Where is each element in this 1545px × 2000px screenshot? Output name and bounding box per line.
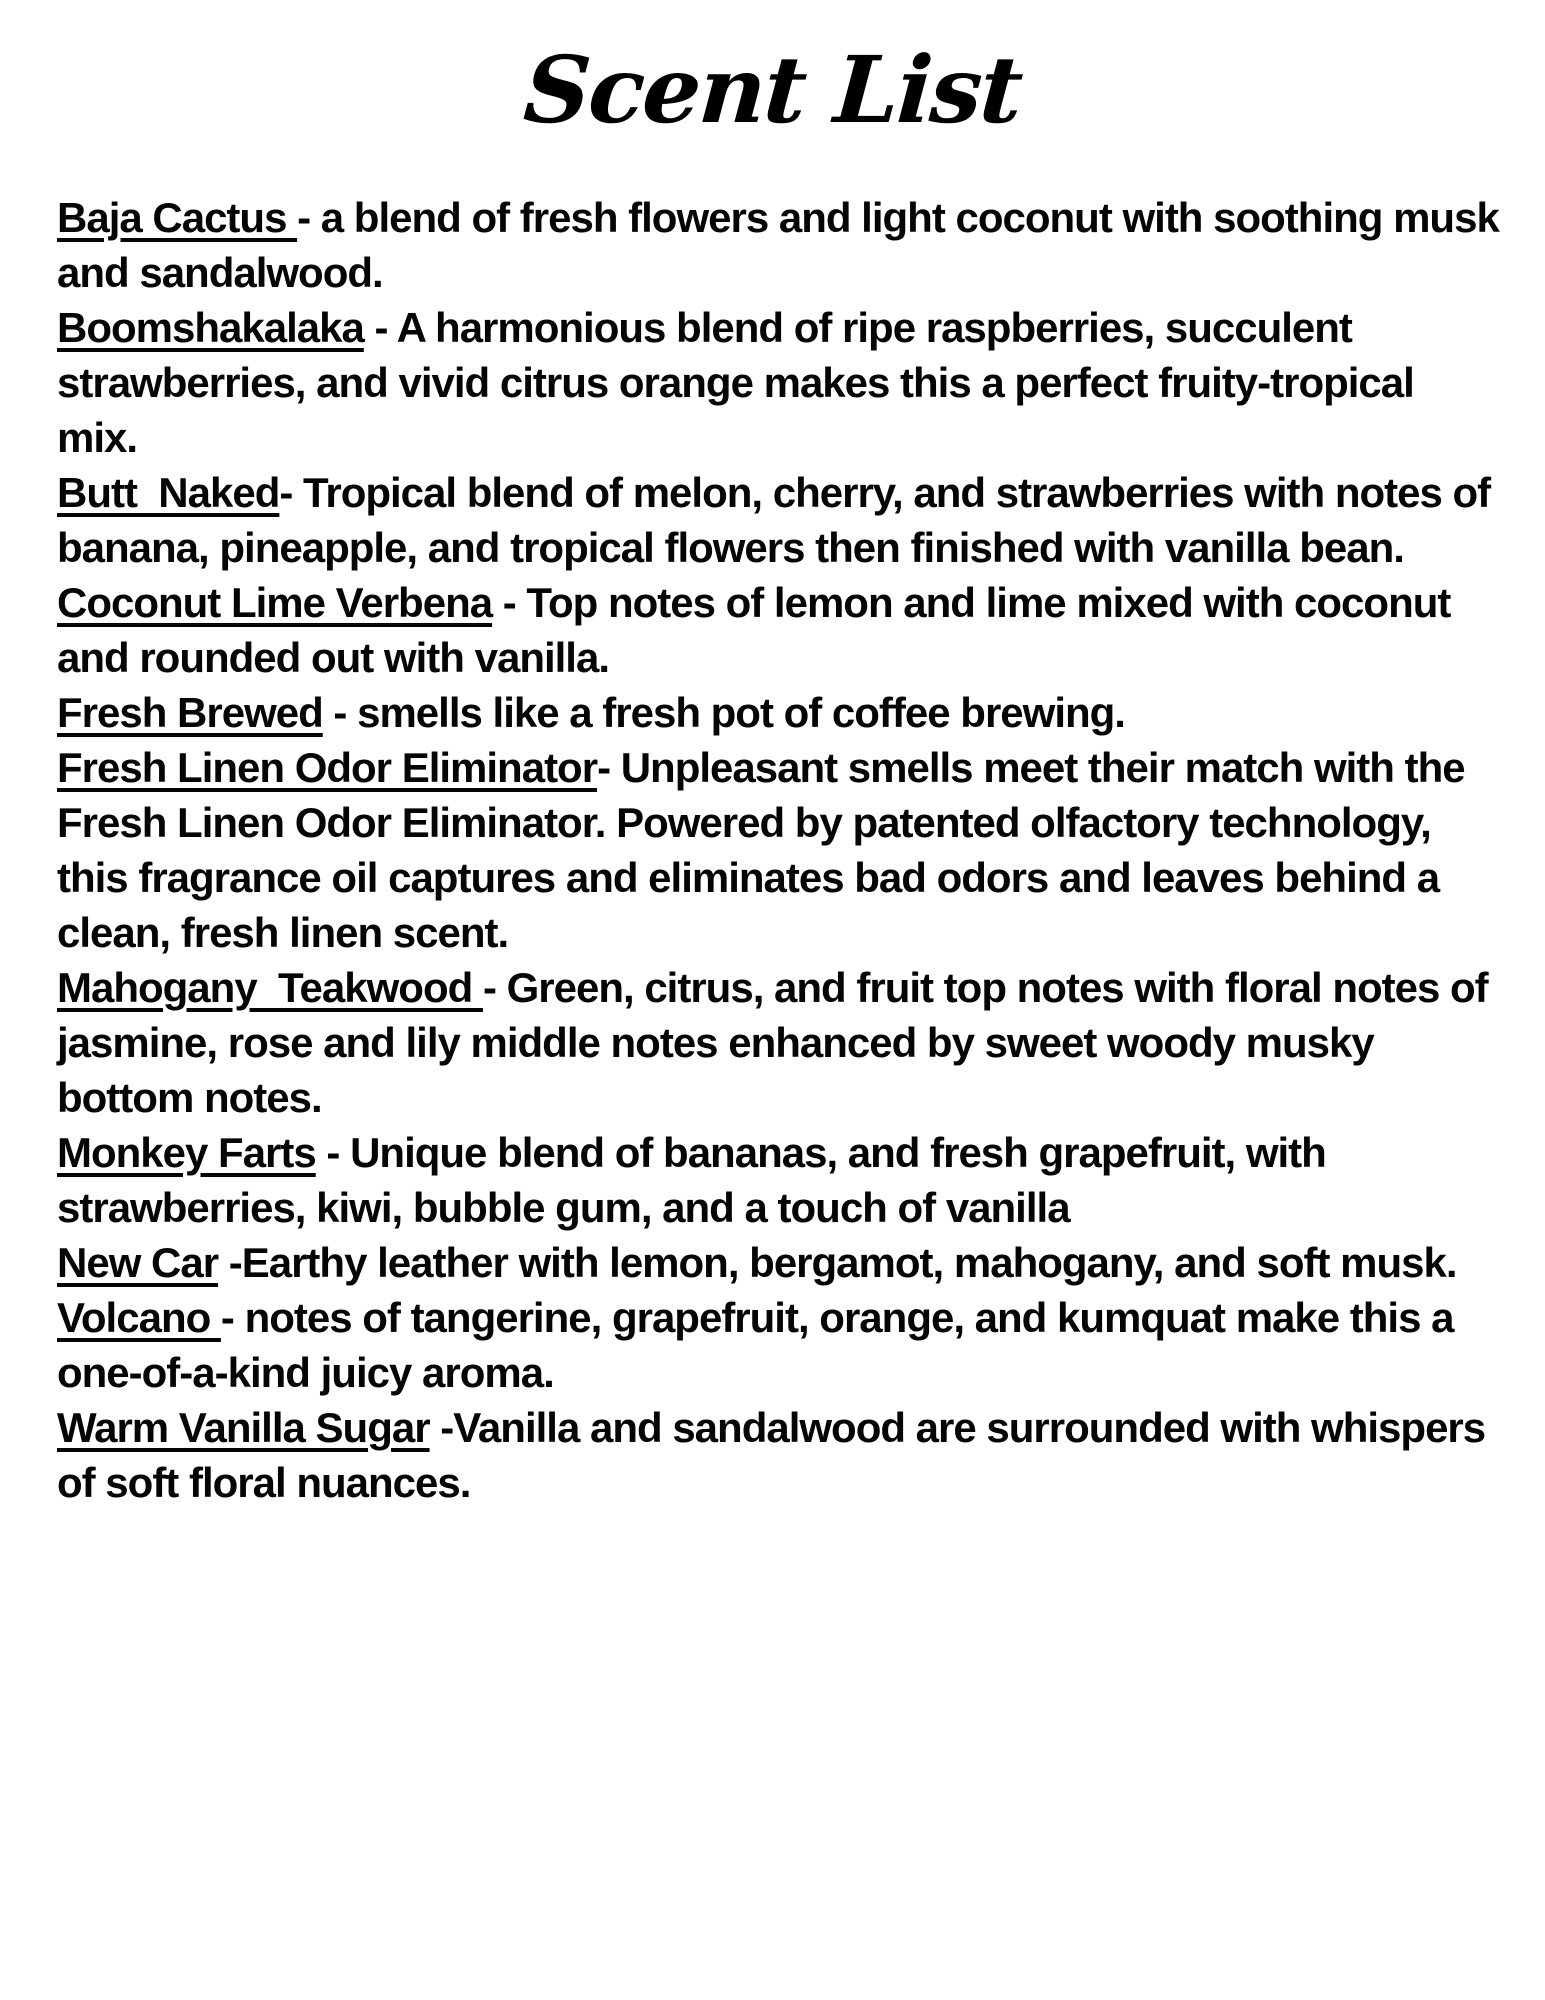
- scent-item-butt-naked: [57, 465, 1503, 575]
- scent-name: Monkey Farts: [57, 1129, 316, 1176]
- scent-name: Fresh Brewed: [57, 689, 323, 736]
- scent-item-fresh-brewed: [57, 685, 1503, 740]
- scent-description: Top notes of lemon and lime mixed with coconut and rounded out with vanilla.: [57, 579, 1451, 681]
- scent-separator: -: [315, 1129, 351, 1176]
- scent-description: notes of tangerine, grapefruit, orange, and kumquat make this a one-of-a-kind juicy aroma.: [57, 1294, 1454, 1396]
- scent-item-mahogany-teakwood: [57, 960, 1503, 1125]
- scent-description: A harmonious blend of ripe raspberries, succulent strawberries, and vivid citrus orange makes this a perfect fruity-tropical mix.: [57, 304, 1414, 461]
- scent-separator: -: [429, 1404, 454, 1451]
- scent-description: a blend of fresh flowers and light coconut with soothing musk and sandalwood.: [57, 194, 1499, 296]
- scent-description: Unpleasant smells meet their match with the Fresh Linen Odor Eliminator. Powered by patented olfactory technology, this fragrance oil captures and eliminates bad odors and leaves behind a clean, fresh linen scent.: [57, 744, 1465, 956]
- scent-description: smells like a fresh pot of coffee brewing.: [357, 689, 1125, 736]
- scent-name: Mahogany Teakwood: [57, 964, 483, 1011]
- scent-item-new-car: [57, 1235, 1503, 1290]
- scent-separator: -: [597, 744, 621, 791]
- scent-item-baja-cactus: [57, 190, 1503, 300]
- scent-name: Coconut Lime Verbena: [57, 579, 493, 626]
- scent-name: New Car: [57, 1239, 219, 1286]
- scent-separator: -: [279, 469, 304, 516]
- scent-description: Vanilla and sandalwood are surrounded with whispers of soft floral nuances.: [57, 1404, 1486, 1506]
- scent-name: Boomshakalaka: [57, 304, 364, 351]
- scent-separator: -: [218, 1239, 242, 1286]
- scent-separator: -: [492, 579, 527, 626]
- scent-name: Fresh Linen Odor Eliminator: [57, 744, 598, 791]
- page-title: Scent List: [520, 36, 1025, 144]
- scent-separator: -: [482, 964, 507, 1011]
- scent-name: Butt Naked: [57, 469, 280, 516]
- scent-name: Volcano: [57, 1294, 221, 1341]
- scent-item-boomshakalaka: [57, 300, 1503, 465]
- scent-item-coconut-lime-verbena: [57, 575, 1503, 685]
- scent-description: Unique blend of bananas, and fresh grapefruit, with strawberries, kiwi, bubble gum, and a touch of vanilla: [57, 1129, 1326, 1231]
- scent-item-monkey-farts: [57, 1125, 1503, 1235]
- scent-name: Warm Vanilla Sugar: [57, 1404, 430, 1451]
- scent-item-warm-vanilla-sugar: [57, 1400, 1503, 1510]
- scent-separator: -: [322, 689, 358, 736]
- scent-description: Tropical blend of melon, cherry, and strawberries with notes of banana, pineapple, and tropical flowers then finished with vanilla bean.: [57, 469, 1491, 571]
- scent-name: Baja Cactus: [57, 194, 298, 241]
- scent-description: Earthy leather with lemon, bergamot, mahogany, and soft musk.: [241, 1239, 1457, 1286]
- scent-separator: -: [363, 304, 397, 351]
- scent-description: Green, citrus, and fruit top notes with floral notes of jasmine, rose and lily middle notes enhanced by sweet woody musky bottom notes.: [57, 964, 1488, 1121]
- scent-separator: -: [297, 194, 321, 241]
- scent-list: [57, 190, 1503, 1510]
- scent-item-volcano: [57, 1290, 1503, 1400]
- scent-item-fresh-linen-odor-eliminator: [57, 740, 1503, 960]
- scent-separator: -: [220, 1294, 245, 1341]
